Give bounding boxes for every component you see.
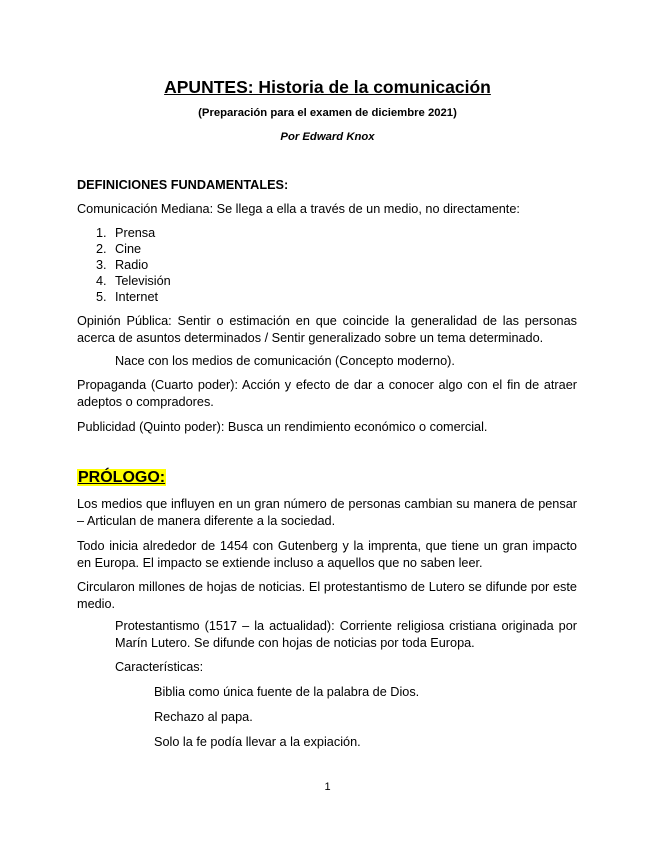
list-item xyxy=(96,257,171,273)
definition-opinion-publica: Opinión Pública: Sentir o estimación en que coincide la generalidad de las personas acerca de asuntos determinados / Sentir generalizado sobre un tema determinado. xyxy=(77,314,577,345)
prologo-paragraph-2: Todo inicia alrededor de 1454 con Gutenberg y la imprenta, que tiene un gran impacto en Europa. El impacto se extiende incluso a aquellos que no saben leer. xyxy=(77,539,577,570)
list-item-number: 4. xyxy=(96,274,107,288)
section-heading-definiciones: DEFINICIONES FUNDAMENTALES: xyxy=(77,178,289,192)
list-item-label: Televisión xyxy=(115,274,171,288)
document-title: APUNTES: Historia de la comunicación xyxy=(164,77,491,97)
prologo-paragraph-3: Circularon millones de hojas de noticias. El protestantismo de Lutero se difunde por este medio. xyxy=(77,580,577,611)
definition-comunicacion-mediana: Comunicación Mediana: Se llega a ella a través de un medio, no directamente: xyxy=(77,202,520,216)
list-item xyxy=(96,241,171,257)
definition-publicidad: Publicidad (Quinto poder): Busca un rendimiento económico o comercial. xyxy=(77,420,488,434)
definition-propaganda: Propaganda (Cuarto poder): Acción y efecto de dar a conocer algo con el fin de atraer adeptos o compradores. xyxy=(77,378,577,409)
caracteristica-item: Biblia como única fuente de la palabra de Dios. xyxy=(154,685,420,699)
opinion-note: Nace con los medios de comunicación (Concepto moderno). xyxy=(115,354,455,368)
list-item-number: 3. xyxy=(96,258,107,272)
list-item xyxy=(96,289,171,305)
document-subtitle: (Preparación para el examen de diciembre 2021) xyxy=(198,107,457,119)
media-list xyxy=(96,225,171,305)
list-item-number: 5. xyxy=(96,290,107,304)
list-item-label: Prensa xyxy=(115,226,156,240)
list-item xyxy=(96,225,171,241)
list-item-label: Cine xyxy=(115,242,142,256)
caracteristica-item: Rechazo al papa. xyxy=(154,710,253,724)
list-item-label: Radio xyxy=(115,258,149,272)
protestantismo-definition: Protestantismo (1517 – la actualidad): Corriente religiosa cristiana originada por Marín Lutero. Se difunde con hojas de noticias por toda Europa. xyxy=(115,619,577,650)
list-item-number: 2. xyxy=(96,242,107,256)
page-number: 1 xyxy=(324,781,331,793)
list-item xyxy=(96,273,171,289)
highlighted-heading: PRÓLOGO: xyxy=(78,469,166,486)
section-heading-prologo xyxy=(77,470,166,486)
document-author: Por Edward Knox xyxy=(280,131,375,143)
list-item-number: 1. xyxy=(96,226,107,240)
prologo-paragraph-1: Los medios que influyen en un gran número de personas cambian su manera de pensar – Articulan de manera diferente a la sociedad. xyxy=(77,497,577,528)
list-item-label: Internet xyxy=(115,290,159,304)
caracteristicas-label: Características: xyxy=(115,660,204,674)
caracteristica-item: Solo la fe podía llevar a la expiación. xyxy=(154,735,361,749)
